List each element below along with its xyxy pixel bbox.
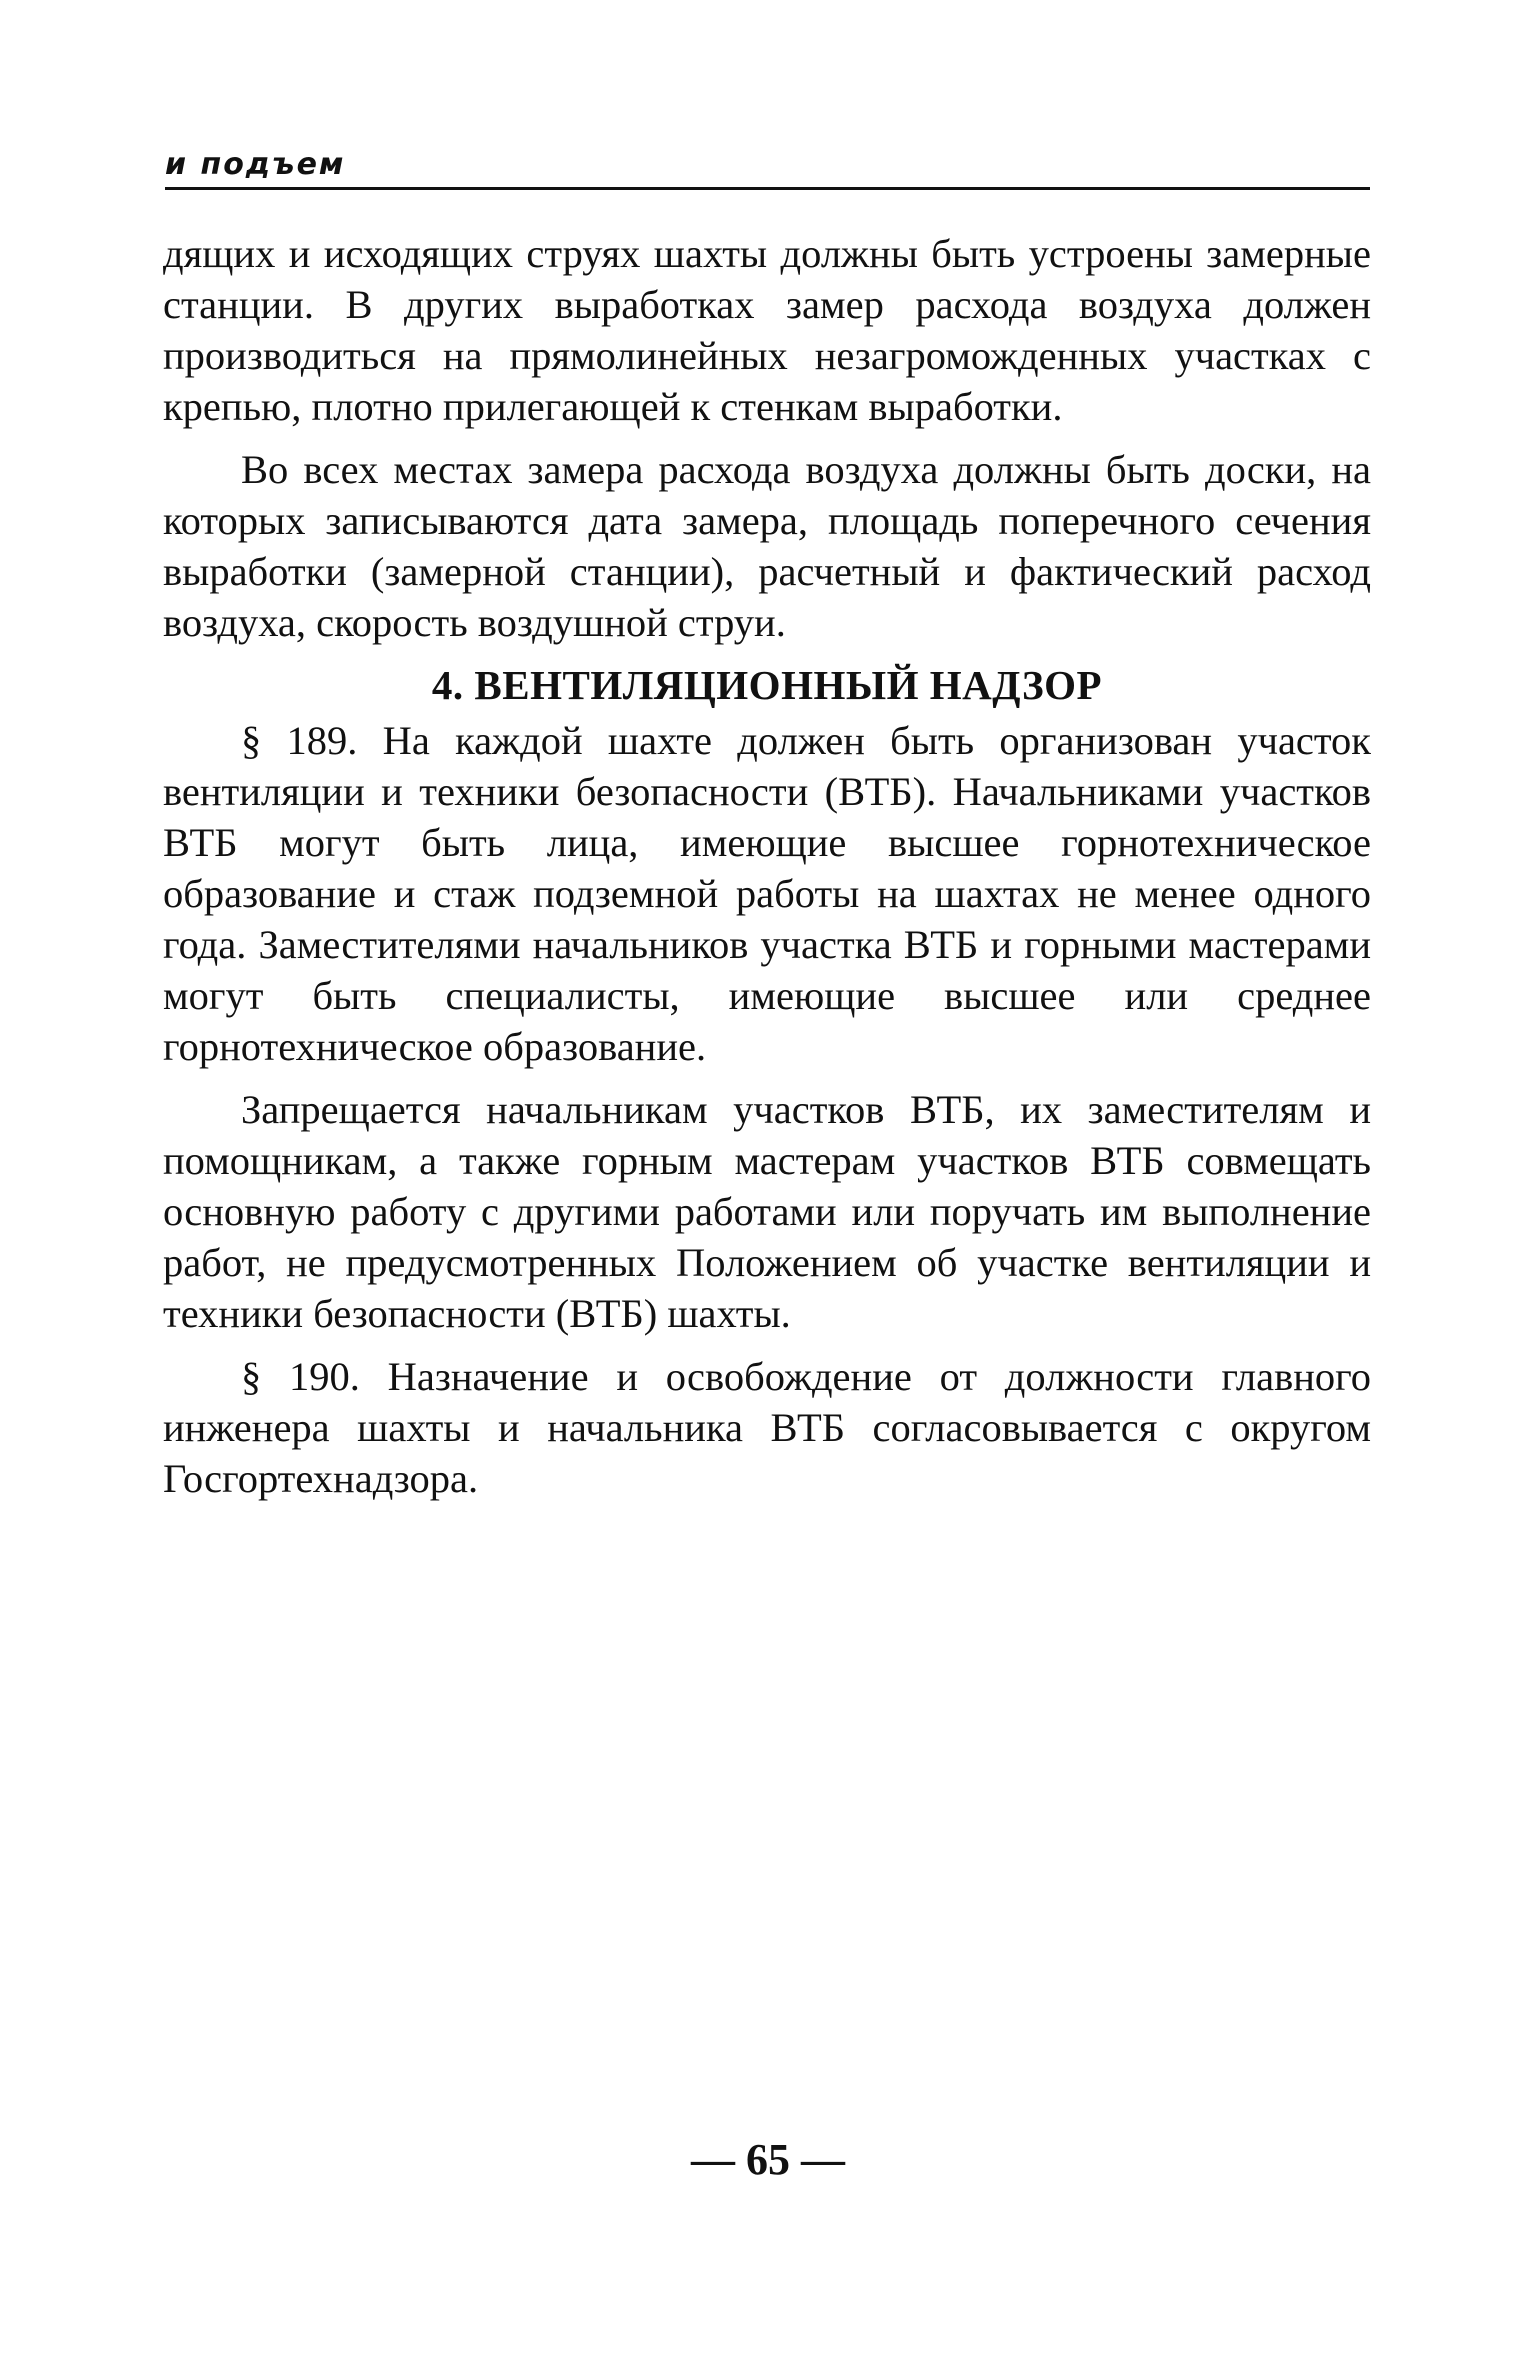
paragraph-prohibition: Запрещается начальникам участков ВТБ, их заместителям и помощникам, а также горным мастерам участков ВТБ совмещать основную работу с другими работами или поручать им выполнение работ, не предусмотренных Положением об участке вентиляции и техники безопасности (ВТБ) шахты.: [163, 1087, 1371, 1336]
page-number: — 65 —: [691, 2135, 845, 2184]
paragraph-section-189: § 189. На каждой шахте должен быть организован участок вентиляции и техники безопасности (ВТБ). Начальниками участков ВТБ могут быть лица, имеющие высшее горнотехническое образование и стаж подземной работы на шахтах не менее одного года. Заместителями начальников участка ВТБ и горными мастерами могут быть специалисты, имеющие высшее или среднее горнотехническое образование.: [163, 718, 1371, 1069]
header-rule: [165, 187, 1370, 190]
paragraph-continued: дящих и исходящих струях шахты должны быть устроены замерные станции. В других выработках замер расхода воздуха должен производиться на прямолинейных незагроможденных участках с крепью, плотно прилегающей к стенкам выработки.: [163, 231, 1371, 429]
section-heading: 4. ВЕНТИЛЯЦИОННЫЙ НАДЗОР: [431, 662, 1103, 708]
page-body: [163, 228, 1371, 1516]
paragraph-section-190: § 190. Назначение и освобождение от должности главного инженера шахты и начальника ВТБ согласовывается с округом Госгортехнадзора.: [163, 1354, 1371, 1501]
running-header: и подъем: [165, 147, 346, 182]
paragraph-measurement-boards: Во всех местах замера расхода воздуха должны быть доски, на которых записываются дата замера, площадь поперечного сечения выработки (замерной станции), расчетный и фактический расход воздуха, скорость воздушной струи.: [163, 447, 1371, 645]
